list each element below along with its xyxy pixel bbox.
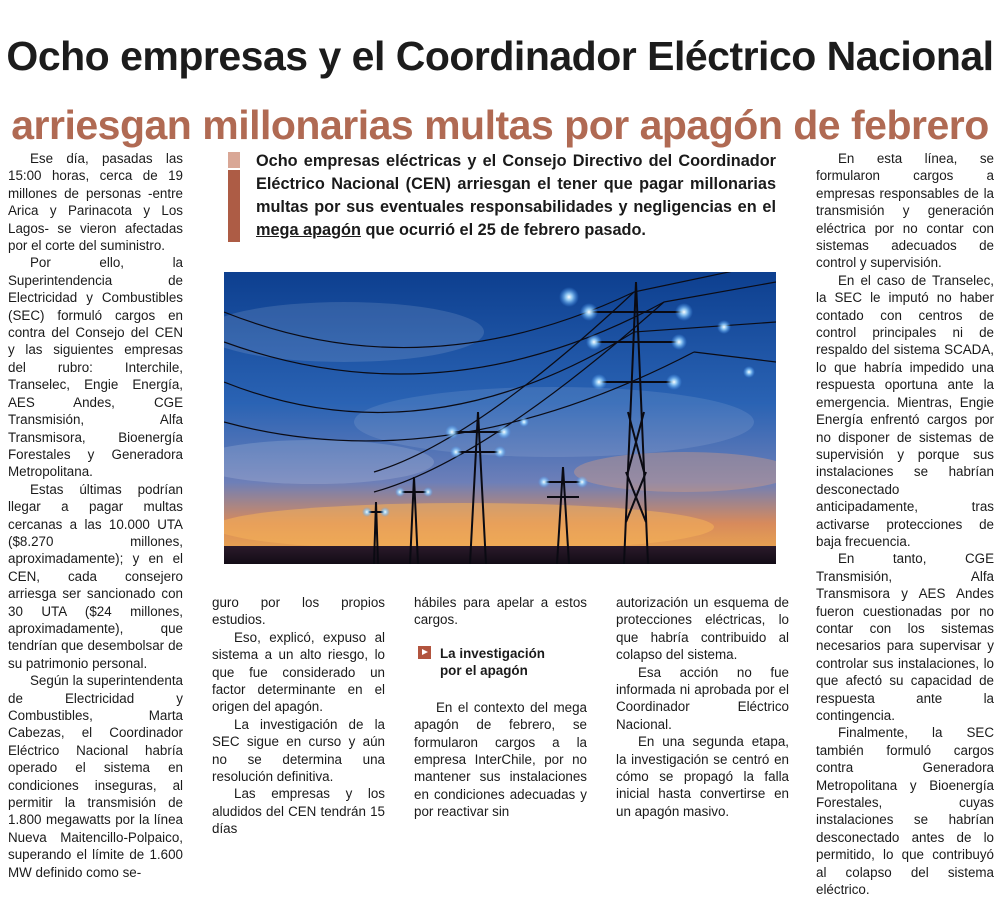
subhead-line2: por el apagón [440,663,528,678]
lead-link-mega-apagon[interactable]: mega apagón [256,221,361,239]
lead-paragraph [256,150,776,242]
lead-accent-bar-light [228,152,240,168]
col5-paragraph: En el caso de Transelec, la SEC le imputó no haber contado con centros de control principales ni de respaldo del sistema SCADA, lo que habría impedido una respuesta oportuna ante la emergencia. Mientras, Engie Energía enfrentó cargos por no disponer de sistemas de supervisión y porque sus instalaciones se habrían desconectado anticipadamente, tras activarse protecciones de baja frecuencia. [816,272,994,549]
col5-paragraph: En tanto, CGE Transmisión, Alfa Transmisora y AES Andes fueron cuestionadas por no contar con los sistemas necesarios para supervisar y controlar sus instalaciones, lo que afectó su capacidad de respuesta ante la contingencia. [816,551,994,723]
lead-accent-bar-dark [228,170,240,242]
subhead-investigacion [418,645,588,679]
col1-paragraph: Por ello, la Superintendencia de Electricidad y Combustibles (SEC) formuló cargos en contra del Consejo del CEN y las siguientes empresas del rubro: Interchile, Transelec, Engie Energía, AES Andes, CGE Transmisión, Alfa Transmisora, Bioenergía Forestales y Generadora Metropolitana. [8,255,183,480]
article-column-4 [616,594,789,820]
col4-paragraph: Esa acción no fue informada ni aprobada por el Coordinador Eléctrico Nacional. [616,664,789,732]
col3-paragraph-before: hábiles para apelar a estos cargos. [414,595,587,628]
article-column-1 [8,150,183,881]
power-transmission-towers-photo [224,272,776,564]
col2-paragraph: Las empresas y los aludidos del CEN tendrán 15 días [212,786,385,837]
col5-paragraph: Finalmente, la SEC también formuló cargos contra Generadora Metropolitana y Bioenergía Forestales, cuyas instalaciones se habrían desconectado antes de lo permitido, lo que contribuyó al colapso del sistema eléctrico. [816,725,994,898]
article-column-3 [414,594,587,821]
play-arrow-icon [418,646,431,659]
article-column-5 [816,150,994,898]
col4-paragraph: autorización un esquema de protecciones eléctricas, lo que habría contribuido al colapso del sistema. [616,595,789,663]
col2-paragraph: guro por los propios estudios. [212,595,385,628]
col2-paragraph: Eso, explicó, expuso al sistema a un alto riesgo, lo que fue considerado un factor determinante en el origen del apagón. [212,629,385,715]
subhead-line1: La investigación [440,646,545,661]
lead-text-before: Ocho empresas eléctricas y el Consejo Directivo del Coordinador Eléctrico Nacional (CEN) arriesgan el tener que pagar millonarias multas por sus eventuales responsabilidades y negligencias en el [256,152,776,216]
col1-paragraph: Ese día, pasadas las 15:00 horas, cerca de 19 millones de personas -entre Arica y Parinacota y Los Lagos- se vieron afectadas por el corte del suministro. [8,151,183,254]
col1-paragraph: Estas últimas podrían llegar a pagar multas cercanas a las 10.000 UTA ($8.270 millones, aproximadamente); y en el CEN, cada consejero arriesga ser sancionado con 30 UTA ($24 millones, aproximadamente), que tendrían que desembolsar de su patrimonio personal. [8,481,183,671]
col3-paragraph-after: En el contexto del mega apagón de febrero, se formularon cargos a la empresa InterChile, por no mantener sus instalaciones en condiciones adecuadas y por reactivar sin [414,699,587,820]
lead-text-after: que ocurrió el 25 de febrero pasado. [360,221,646,239]
article-column-2 [212,594,385,838]
headline-line2: arriesgan millonarias multas por apagón de febrero [11,102,989,149]
col1-paragraph: Según la superintendenta de Electricidad y Combustibles, Marta Cabezas, el Coordinador Eléctrico Nacional habría operado el sistema en condiciones inseguras, al permitir la transmisión de 1.800 megawatts por la línea Nueva Maitencillo-Polpaico, superando el límite de 1.600 MW definido como se- [8,673,183,880]
col4-paragraph: En una segunda etapa, la investigación se centró en cómo se propagó la falla inicial hasta convertirse en un apagón masivo. [616,734,789,819]
headline-line1: Ocho empresas y el Coordinador Eléctrico Nacional [6,33,994,80]
col5-paragraph: En esta línea, se formularon cargos a empresas responsables de la transmisión y generación eléctrica por no contar con sistemas adecuados de control y supervisión. [816,151,994,271]
col2-paragraph: La investigación de la SEC sigue en curso y aún no se determina una resolución definitiva. [212,716,385,785]
